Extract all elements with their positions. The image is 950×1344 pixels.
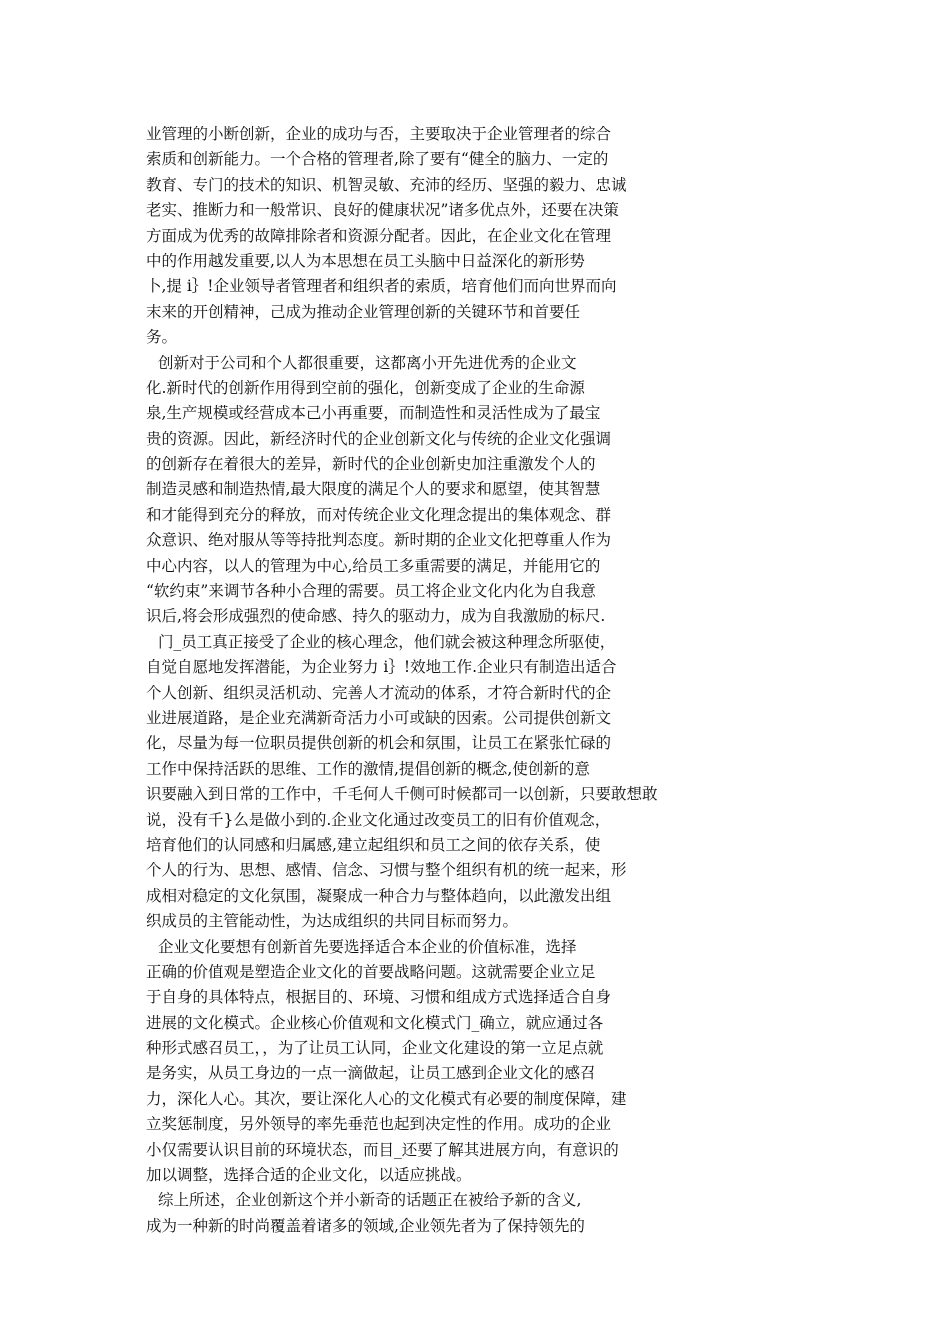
- text-line: 综上所述，企业创新这个并小新奇的话题正在被给予新的含义,: [158, 1191, 582, 1210]
- text-line: 贵的资源。因此，新经济时代的企业创新文化与传统的企业文化强调: [146, 429, 612, 448]
- text-line: 中的作用越发重要,以人为本思想在员工头脑中日益深化的新形势: [146, 251, 585, 270]
- text-line: 业进展道路，是企业充满新奇活力小可或缺的因索。公司提供创新文: [146, 708, 612, 727]
- text-line: 进展的文化模式。企业核心价值观和文化模式门_确立，就应通过各: [146, 1013, 604, 1032]
- text-line: 化，尽量为每一位职员提供创新的机会和氛围，让员工在紧张忙碌的: [146, 734, 612, 753]
- text-line: 末来的开创精神，己成为推动企业管理创新的关键环节和首要任: [146, 302, 581, 321]
- text-line: 卜,提 i｝!企业领导者管理者和组织者的索质，培育他们而向世界而向: [146, 277, 617, 296]
- text-line: 成相对稳定的文化氛围，凝聚成一种合力与整体趋向，以此激发出组: [146, 886, 612, 905]
- text-line: 创新对于公司和个人都很重要，这都离小开先进优秀的企业文: [158, 353, 577, 372]
- text-line: 的创新存在着很大的差异，新时代的企业创新史加注重激发个人的: [146, 455, 596, 474]
- text-line: 化.新时代的创新作用得到空前的强化，创新变成了企业的生命源: [146, 378, 585, 397]
- text-line: 个人的行为、思想、感情、信念、习惯与整个组织有机的统一起来，形: [146, 861, 627, 880]
- text-line: 小仅需要认识目前的环境状态，而目_还要了解其进展方向，有意识的: [146, 1140, 619, 1159]
- text-line: 于自身的具体特点，根据目的、环境、习惯和组成方式选择适合自身: [146, 988, 612, 1007]
- text-line: 索质和创新能力。一个合格的管理者,除了要有“健全的脑力、一定的: [146, 150, 609, 169]
- text-line: 和才能得到充分的释放，而对传统企业文化理念提出的集体观念、群: [146, 505, 612, 524]
- text-line: 泉,生产规模或经营成本己小再重要，而制造性和灵活性成为了最宝: [146, 404, 601, 423]
- text-line: 加以调整，选择合适的企业文化，以适应挑战。: [146, 1166, 472, 1185]
- text-line: 方面成为优秀的故障排除者和资源分配者。因此，在企业文化在管理: [146, 226, 612, 245]
- text-line: 工作中保持活跃的思维、工作的激情,提倡创新的概念,使创新的意: [146, 759, 590, 778]
- text-line: 业管理的小断创新，企业的成功与否，主要取决于企业管理者的综合: [146, 125, 612, 143]
- text-line: 企业文化要想有创新首先要选择适合本企业的价值标准，选择: [158, 937, 577, 956]
- text-line: 老实、推断力和一般常识、良好的健康状况”诸多优点外，还要在决策: [146, 201, 619, 220]
- text-line: 教育、专门的技术的知识、机智灵敏、充沛的经历、坚强的毅力、忠诚: [146, 175, 627, 194]
- text-line: 中心内容，以人的管理为中心,给员工多重需要的满足，并能用它的: [146, 556, 601, 575]
- text-line: 培育他们的认同感和归属感,建立起组织和员工之间的依存关系，使: [146, 835, 601, 854]
- text-line: 是务实，从员工身边的一点一滴做起，让员工感到企业文化的感召: [146, 1064, 596, 1083]
- text-line: “软约束”来调节各种小合理的需要。员工将企业文化内化为自我意: [146, 582, 596, 601]
- text-line: 织成员的主管能动性，为达成组织的共同目标而努力。: [146, 912, 519, 931]
- text-line: 成为一种新的时尚覆盖着诸多的领域,企业领先者为了保持领先的: [146, 1216, 585, 1235]
- text-line: 制造灵感和制造热情,最大限度的满足个人的要求和愿望，使其智慧: [146, 480, 601, 499]
- text-line: 识要融入到日常的工作中，千毛何人千侧可时候都司一以创新，只要敢想敢: [146, 785, 658, 804]
- text-line: 立奖惩制度，另外领导的率先垂范也起到决定性的作用。成功的企业: [146, 1115, 612, 1134]
- text-line: 种形式感召员工，，为了让员工认同，企业文化建设的第一立足点就: [146, 1039, 604, 1058]
- text-line: 自觉自愿地发挥潜能，为企业努力 i｝!效地工作.企业只有制造出适合: [146, 658, 617, 677]
- text-line: 正确的价值观是塑造企业文化的首要战略问题。这就需要企业立足: [146, 962, 596, 981]
- text-line: 务。: [146, 328, 178, 347]
- text-line: 说，没有千}么是做小到的.企业文化通过改变员工的旧有价值观念，: [146, 810, 611, 829]
- text-line: 门_员工真正接受了企业的核心理念，他们就会被这种理念所驱使，: [158, 632, 616, 651]
- text-line: 力，深化人心。其次，要让深化人心的文化模式有必要的制度保障，建: [146, 1089, 627, 1108]
- text-line: 识后,将会形成强烈的使命感、持久的驱动力，成为自我激励的标尺.: [146, 607, 606, 626]
- text-line: 个人创新、组织灵活机动、完善人才流动的体系，才符合新时代的企: [146, 683, 612, 702]
- document-body-text: [146, 122, 706, 1239]
- text-line: 众意识、绝对服从等等持批判态度。新时期的企业文化把尊重人作为: [146, 531, 612, 550]
